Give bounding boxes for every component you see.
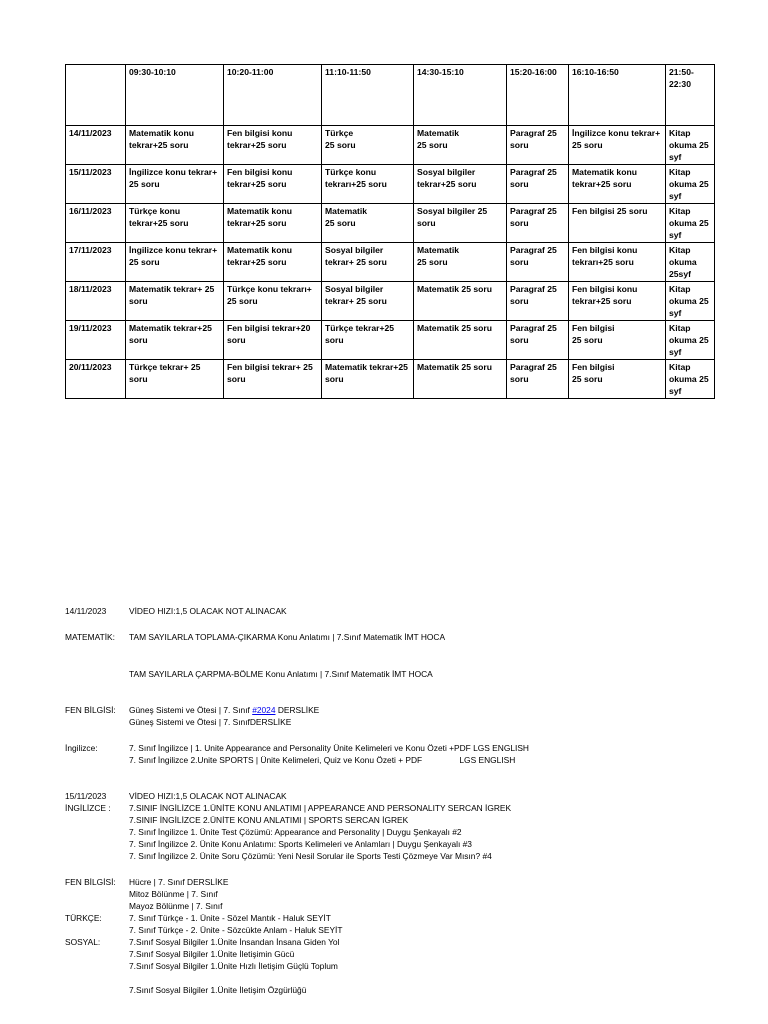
task-cell: Matematik 25 soru [414, 360, 507, 399]
task-cell: Matematik 25 soru [414, 243, 507, 282]
science-video-list [129, 876, 705, 912]
task-cell: Matematik 25 soru [322, 204, 414, 243]
schedule-row [66, 165, 715, 204]
task-cell: Fen bilgisi konu tekrar+25 soru [224, 126, 322, 165]
video-speed-note: VİDEO HIZI:1,5 OLACAK NOT ALINACAK [129, 606, 287, 616]
video-title: 7. Sınıf İngilizce 1. Ünite Test Çözümü: Appearance and Personality | Duygu Şenkayalı #2 [129, 827, 462, 837]
task-cell: Türkçe 25 soru [322, 126, 414, 165]
task-cell: Kitap okuma 25 syf [666, 360, 715, 399]
video-title: Hücre | 7. Sınıf DERSLİKE [129, 877, 229, 887]
time-slot-header: 15:20-16:00 [507, 65, 569, 126]
video-title: 7.Sınıf Sosyal Bilgiler 1.Ünite Hızlı İletişim Güçlü Toplum [129, 961, 338, 971]
time-slot-header [66, 65, 126, 126]
task-cell: Kitap okuma 25 syf [666, 126, 715, 165]
date-cell: 15/11/2023 [66, 165, 126, 204]
task-cell: Fen bilgisi konu tekrar+25 soru [569, 282, 666, 321]
science-section [65, 704, 705, 728]
science-video-1-suffix: DERSLİKE [275, 705, 320, 715]
subject-label-english: İngilizce: [65, 743, 98, 753]
task-cell: Paragraf 25 soru [507, 204, 569, 243]
subject-label-social: SOSYAL: [65, 937, 101, 947]
date-cell: 18/11/2023 [66, 282, 126, 321]
task-cell: Matematik tekrar+ 25 soru [126, 282, 224, 321]
task-cell: Paragraf 25 soru [507, 321, 569, 360]
math-video-2: TAM SAYILARLA ÇARPMA-BÖLME Konu Anlatımı | 7.Sınıf Matematik İMT HOCA [129, 669, 433, 679]
task-cell: Matematik tekrar+25 soru [126, 321, 224, 360]
date-cell: 20/11/2023 [66, 360, 126, 399]
task-cell: Matematik 25 soru [414, 282, 507, 321]
task-cell: Paragraf 25 soru [507, 243, 569, 282]
task-cell: Türkçe konu tekrarı+25 soru [322, 165, 414, 204]
math-section [65, 631, 705, 680]
task-cell: Türkçe tekrar+25 soru [322, 321, 414, 360]
date-label: 14/11/2023 [65, 606, 107, 616]
schedule-row [66, 126, 715, 165]
task-cell: Kitap okuma 25 syf [666, 282, 715, 321]
video-speed-note: VİDEO HIZI:1,5 OLACAK NOT ALINACAK [129, 791, 287, 801]
hashtag-link[interactable]: #2024 [252, 705, 276, 715]
task-cell: Matematik tekrar+25 soru [322, 360, 414, 399]
date-label: 15/11/2023 [65, 791, 107, 801]
video-title: 7.SINIF İNGİLİZCE 2.ÜNİTE KONU ANLATIMI | SPORTS SERCAN İGREK [129, 815, 409, 825]
task-cell: Türkçe konu tekrar+25 soru [126, 204, 224, 243]
task-cell: Kitap okuma 25 syf [666, 165, 715, 204]
time-slot-header: 14:30-15:10 [414, 65, 507, 126]
time-slot-header: 11:10-11:50 [322, 65, 414, 126]
task-cell: Türkçe tekrar+ 25 soru [126, 360, 224, 399]
task-cell: İngilizce konu tekrar+ 25 soru [569, 126, 666, 165]
science-section-2 [65, 876, 705, 912]
task-cell: Matematik 25 soru [414, 321, 507, 360]
social-video-list [129, 936, 705, 972]
task-cell: Paragraf 25 soru [507, 126, 569, 165]
task-cell: Sosyal bilgiler tekrar+ 25 soru [322, 282, 414, 321]
math-video-1: TAM SAYILARLA TOPLAMA-ÇIKARMA Konu Anlatımı | 7.Sınıf Matematik İMT HOCA [129, 632, 446, 642]
subject-label-science: FEN BİLGİSİ: [65, 705, 116, 715]
turkish-video-list [129, 912, 705, 936]
subject-label-science: FEN BİLGİSİ: [65, 877, 116, 887]
task-cell: Fen bilgisi tekrar+ 25 soru [224, 360, 322, 399]
date-cell: 16/11/2023 [66, 204, 126, 243]
task-cell: Kitap okuma 25syf [666, 243, 715, 282]
schedule-body [66, 65, 715, 399]
date-cell: 14/11/2023 [66, 126, 126, 165]
english-video-2: 7. Sınıf İngilizce 2.Unite SPORTS | Ünite Kelimeleri, Quiz ve Konu Özeti + PDF LGS ENGLISH [129, 755, 516, 765]
time-slot-header: 09:30-10:10 [126, 65, 224, 126]
task-cell: Kitap okuma 25 syf [666, 204, 715, 243]
task-cell: Matematik 25 soru [414, 126, 507, 165]
task-cell: Matematik konu tekrar+25 soru [126, 126, 224, 165]
video-title: Mayoz Bölünme | 7. Sınıf [129, 901, 223, 911]
day-15-note-row [65, 790, 705, 802]
task-cell: Paragraf 25 soru [507, 282, 569, 321]
subject-label-turkish: TÜRKÇE: [65, 913, 102, 923]
task-cell: Sosyal bilgiler tekrar+25 soru [414, 165, 507, 204]
task-cell: Sosyal bilgiler tekrar+ 25 soru [322, 243, 414, 282]
subject-label-english: İNGİLİZCE : [65, 803, 111, 813]
task-cell: Matematik konu tekrar+25 soru [569, 165, 666, 204]
task-cell: İngilizce konu tekrar+ 25 soru [126, 243, 224, 282]
science-video-1-text: Güneş Sistemi ve Ötesi | 7. Sınıf [129, 705, 253, 715]
subject-label-math: MATEMATİK: [65, 632, 115, 642]
time-slot-header: 10:20-11:00 [224, 65, 322, 126]
date-cell: 19/11/2023 [66, 321, 126, 360]
english-section-2 [65, 802, 705, 862]
task-cell: Matematik konu tekrar+25 soru [224, 243, 322, 282]
task-cell: Fen bilgisi 25 soru [569, 360, 666, 399]
task-cell: Paragraf 25 soru [507, 360, 569, 399]
schedule-row [66, 282, 715, 321]
english-video-list [129, 802, 705, 862]
schedule-row [66, 360, 715, 399]
time-slot-header: 16:10-16:50 [569, 65, 666, 126]
schedule-row [66, 321, 715, 360]
video-title: 7.SINIF İNGİLİZCE 1.ÜNİTE KONU ANLATIMI | APPEARANCE AND PERSONALITY SERCAN İGREK [129, 803, 512, 813]
turkish-section [65, 912, 705, 936]
science-video-1 [129, 704, 705, 716]
task-cell: Paragraf 25 soru [507, 165, 569, 204]
video-title: 7. Sınıf Türkçe - 1. Ünite - Sözel Mantık - Haluk SEYİT [129, 913, 331, 923]
study-schedule-table [65, 64, 715, 399]
task-cell: Fen bilgisi konu tekrarı+25 soru [569, 243, 666, 282]
day-14-note-row [65, 605, 705, 617]
schedule-row [66, 204, 715, 243]
video-title: Mitoz Bölünme | 7. Sınıf [129, 889, 218, 899]
english-video-1: 7. Sınıf İngilizce | 1. Unite Appearance and Personality Ünite Kelimeleri ve Konu Özeti +PDF LGS ENGLISH [129, 743, 529, 753]
social-video-last: 7.Sınıf Sosyal Bilgiler 1.Ünite İletişim Özgürlüğü [129, 985, 307, 995]
time-slot-header: 21:50-22:30 [666, 65, 715, 126]
english-section [65, 742, 705, 766]
task-cell: Türkçe konu tekrarı+ 25 soru [224, 282, 322, 321]
schedule-row [66, 243, 715, 282]
video-title: 7.Sınıf Sosyal Bilgiler 1.Ünite İletişimin Gücü [129, 949, 295, 959]
video-title: 7. Sınıf İngilizce 2. Ünite Konu Anlatımı: Sports Kelimeleri ve Anlamları | Duygu Şenkayalı #3 [129, 839, 472, 849]
task-cell: Fen bilgisi tekrar+20 soru [224, 321, 322, 360]
date-cell: 17/11/2023 [66, 243, 126, 282]
study-notes [65, 605, 705, 996]
social-section [65, 936, 705, 996]
task-cell: Fen bilgisi konu tekrar+25 soru [224, 165, 322, 204]
task-cell: İngilizce konu tekrar+ 25 soru [126, 165, 224, 204]
task-cell: Fen bilgisi 25 soru [569, 321, 666, 360]
task-cell: Matematik konu tekrar+25 soru [224, 204, 322, 243]
task-cell: Kitap okuma 25 syf [666, 321, 715, 360]
science-video-2: Güneş Sistemi ve Ötesi | 7. SınıfDERSLİKE [129, 717, 292, 727]
task-cell: Fen bilgisi 25 soru [569, 204, 666, 243]
video-title: 7. Sınıf Türkçe - 2. Ünite - Sözcükte Anlam - Haluk SEYİT [129, 925, 343, 935]
video-title: 7.Sınıf Sosyal Bilgiler 1.Ünite İnsandan İnsana Giden Yol [129, 937, 340, 947]
schedule-header-row [66, 65, 715, 126]
video-title: 7. Sınıf İngilizce 2. Ünite Soru Çözümü: Yeni Nesil Sorular ile Sports Testi Çözmeye Var Mısın? #4 [129, 851, 492, 861]
task-cell: Sosyal bilgiler 25 soru [414, 204, 507, 243]
